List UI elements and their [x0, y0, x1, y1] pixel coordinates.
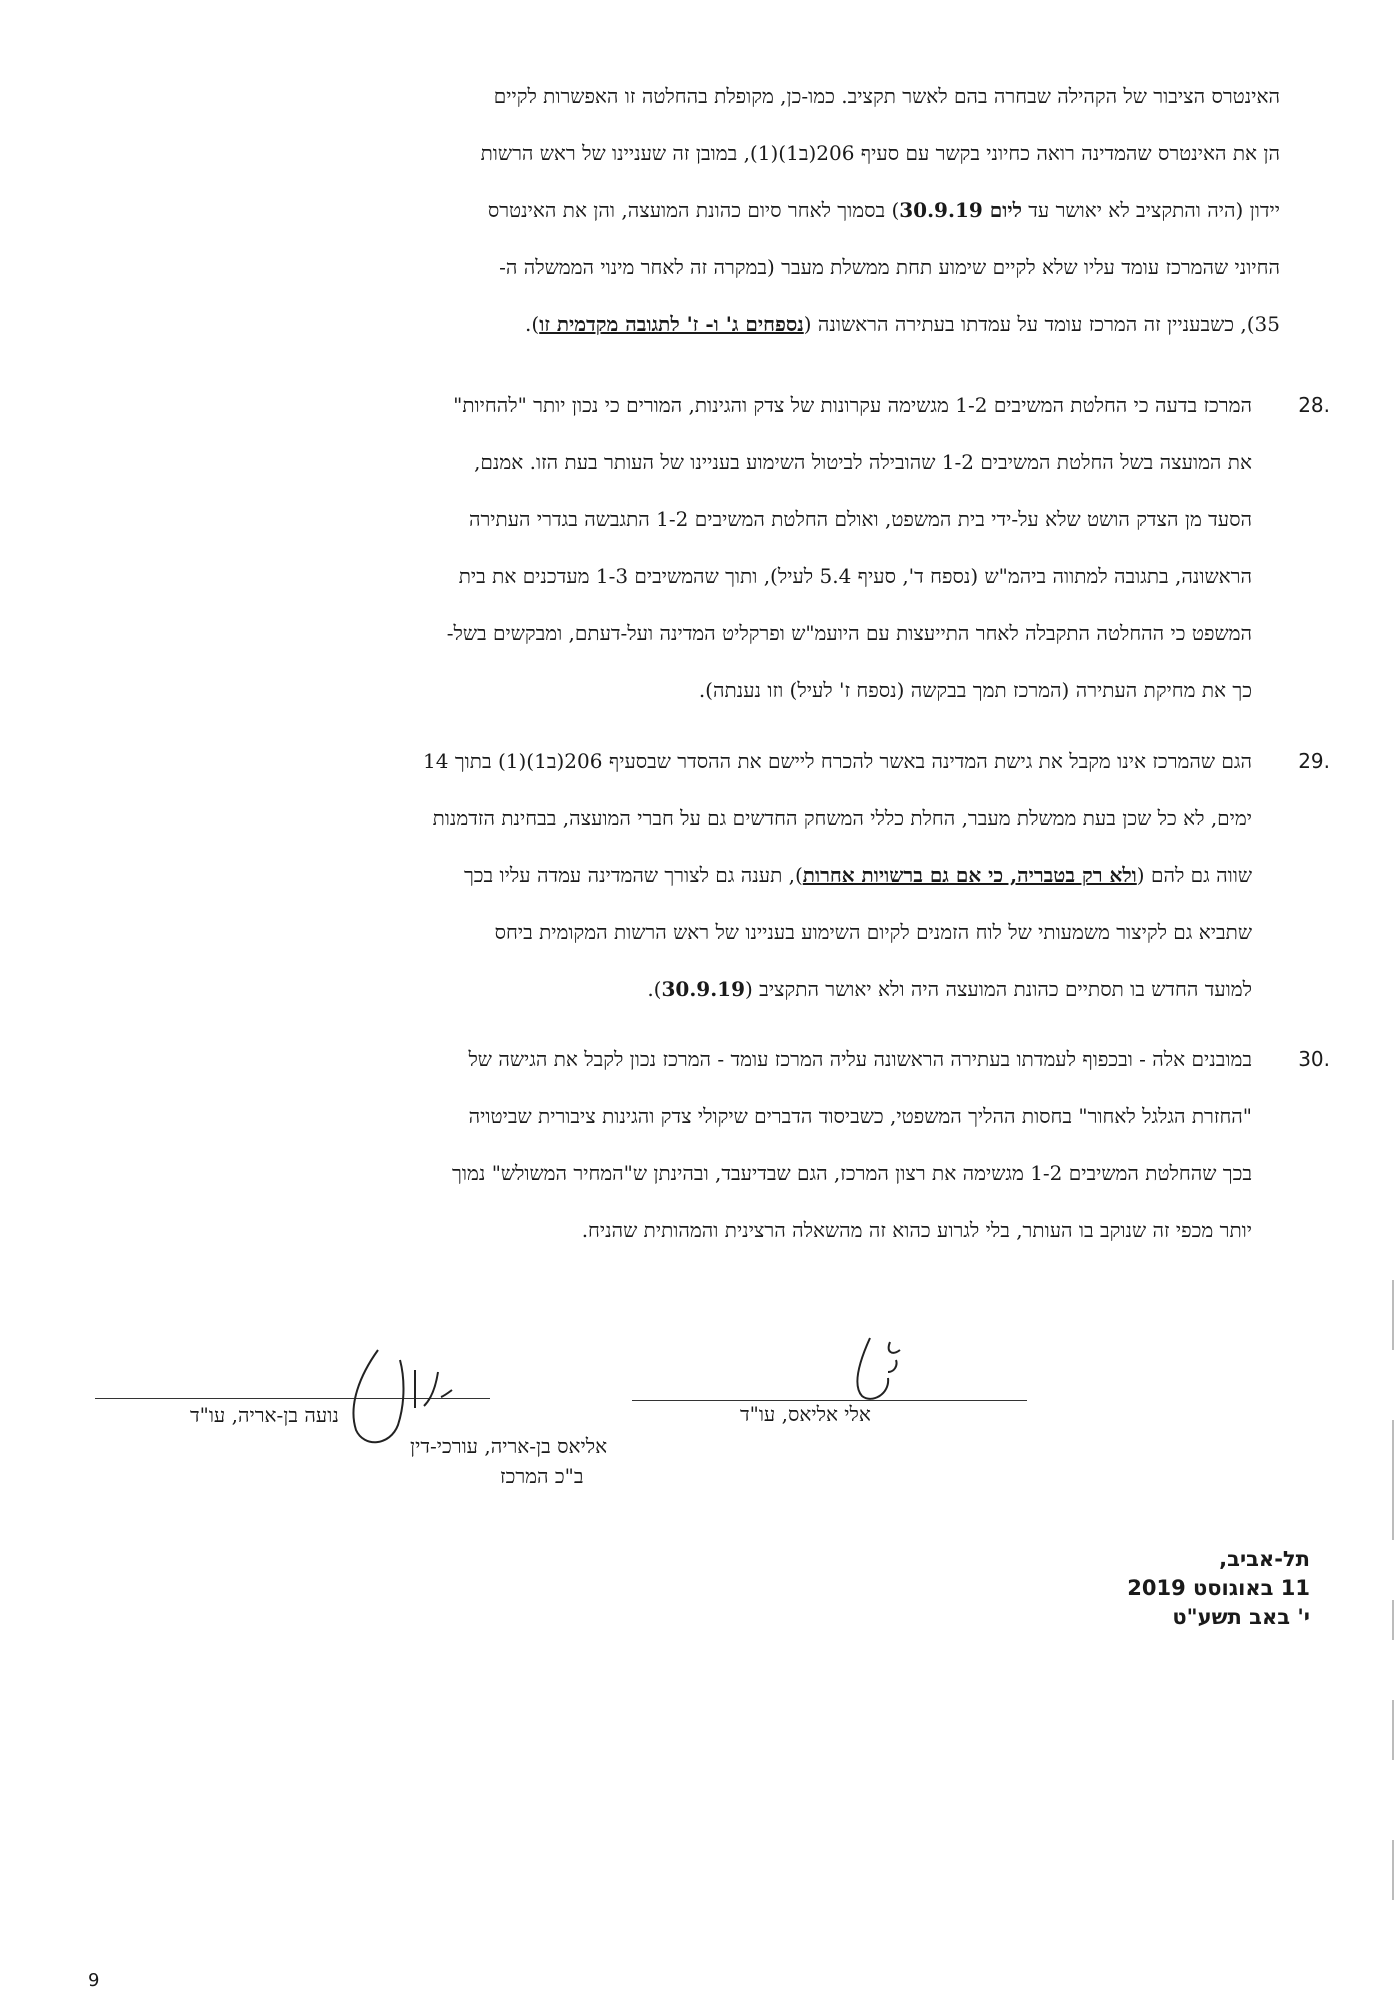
text-line: הן את האינטרס שהמדינה רואה כחיוני בקשר עם סעיף 206(ב1)(1), במובן זה שעניינו של ראש הרשות: [480, 141, 1280, 165]
scan-margin-line: [1392, 1840, 1394, 1900]
intro-paragraph: [90, 68, 1280, 353]
city: תל-אביב,: [1219, 1547, 1310, 1571]
text-line: הגם שהמרכז אינו מקבל את גישת המדינה באשר להכרח ליישם את ההסדר שבסעיף 206(ב1)(1) בתוך 14: [423, 749, 1252, 773]
paragraph-number: .30: [1298, 1047, 1330, 1071]
bold-date: 30.9.19: [661, 977, 746, 1001]
text-line: המרכז בדעה כי החלטת המשיבים 1-2 מגשימה עקרונות של צדק והגינות, המורים כי נכון יותר "להחיות": [453, 393, 1252, 417]
place-and-date: [1127, 1545, 1310, 1632]
text-line: הראשונה, בתגובה למתווה ביהמ"ש (נספח ד', סעיף 5.4 לעיל), ותוך שהמשיבים 1-3 מעדכנים את בית: [458, 564, 1252, 588]
text-line: "החזרת הגלגל לאחור" בחסות ההליך המשפטי, כשביסוד הדברים שיקולי צדק והגינות ציבורית שביטויה: [468, 1104, 1252, 1128]
text-line: האינטרס הציבור של הקהילה שבחרה בהם לאשר תקציב. כמו-כן, מקופלת בהחלטה זו האפשרות לקיים: [493, 84, 1280, 108]
paragraph-number: .28: [1298, 393, 1330, 417]
signer-name-right: אלי אליאס, עו"ד: [740, 1402, 871, 1426]
text-line: במובנים אלה - ובכפוף לעמדתו בעתירה הראשונה עליה המרכז עומד - המרכז נכון לקבל את הגישה של: [468, 1047, 1252, 1071]
emphasis-text: ולא רק בטבריה, כי אם גם ברשויות אחרות: [802, 863, 1137, 887]
scan-margin-line: [1392, 1280, 1394, 1350]
firm-role: ב"כ המרכז: [500, 1464, 584, 1488]
text-line: כך את מחיקת העתירה (המרכז תמך בבקשה (נספח ז' לעיל) וזו נענתה).: [698, 678, 1252, 702]
date-gregorian: 11 באוגוסט 2019: [1127, 1576, 1310, 1600]
text-line: בכך שהחלטת המשיבים 1-2 מגשימה את רצון המרכז, הגם שבדיעבד, ובהינתן ש"המחיר המשולש" נמוך: [452, 1161, 1252, 1185]
signer-name-left: נועה בן-אריה, עו"ד: [190, 1403, 339, 1427]
text-line: ימים, לא כל שכן בעת ממשלת מעבר, החלת כללי המשחק החדשים גם על חברי המועצה, בבחינת הזדמנות: [432, 806, 1252, 830]
text-line: הסעד מן הצדק הושט שלא על-ידי בית המשפט, ואולם החלטת המשיבים 1-2 התגבשה בגדרי העתירה: [468, 507, 1252, 531]
firm-name: אליאס בן-אריה, עורכי-דין: [410, 1434, 608, 1458]
text-line: החיוני שהמרכז עומד עליו שלא לקיים שימוע תחת ממשלת מעבר (במקרה זה לאחר מינוי הממשלה ה-: [499, 255, 1280, 279]
paragraph-body: [100, 733, 1252, 1018]
scan-margin-line: [1392, 1600, 1394, 1640]
date-hebrew: י' באב תשע"ט: [1172, 1605, 1310, 1629]
text-line: המשפט כי ההחלטה התקבלה לאחר התייעצות עם היועמ"ש ופרקליט המדינה ועל-דעתם, ומבקשים בשל-: [446, 621, 1252, 645]
paragraph-body: [100, 377, 1252, 719]
text-line: למועד החדש בו תסתיים כהונת המועצה היה ולא יאושר התקציב (30.9.19).: [647, 977, 1252, 1001]
bold-date: ליום 30.9.19: [899, 198, 1022, 222]
page-number: 9: [88, 1970, 100, 1991]
paragraph-body: [100, 1031, 1252, 1259]
annex-reference: נספחים ג' ו- ז' לתגובה מקדמית זו: [539, 312, 804, 336]
text-line: יידון (היה והתקציב לא יאושר עד ליום 30.9.19) בסמוך לאחר סיום כהונת המועצה, והן את האינטרס: [487, 198, 1280, 222]
text-line: שווה גם להם (ולא רק בטבריה, כי אם גם ברשויות אחרות), תענה גם לצורך שהמדינה עמדה עליו בכך: [463, 863, 1252, 887]
text-line: שתביא גם לקיצור משמעותי של לוח הזמנים לקיום השימוע בעניינו של ראש הרשות המקומית ביחס: [494, 920, 1252, 944]
paragraph-number: .29: [1298, 749, 1330, 773]
scan-margin-line: [1392, 1700, 1394, 1760]
text-line: את המועצה בשל החלטת המשיבים 1-2 שהובילה לביטול השימוע בעניינו של העותר בעת הזו. אמנם,: [474, 450, 1252, 474]
text-line: יותר מכפי זה שנוקב בו העותר, בלי לגרוע כהוא זה מהשאלה הרצינית והמהותית שהניח.: [581, 1218, 1252, 1242]
text-line: 35), כשבעניין זה המרכז עומד על עמדתו בעתירה הראשונה (נספחים ג' ו- ז' לתגובה מקדמית זו).: [525, 312, 1280, 336]
scan-margin-line: [1392, 1420, 1394, 1540]
